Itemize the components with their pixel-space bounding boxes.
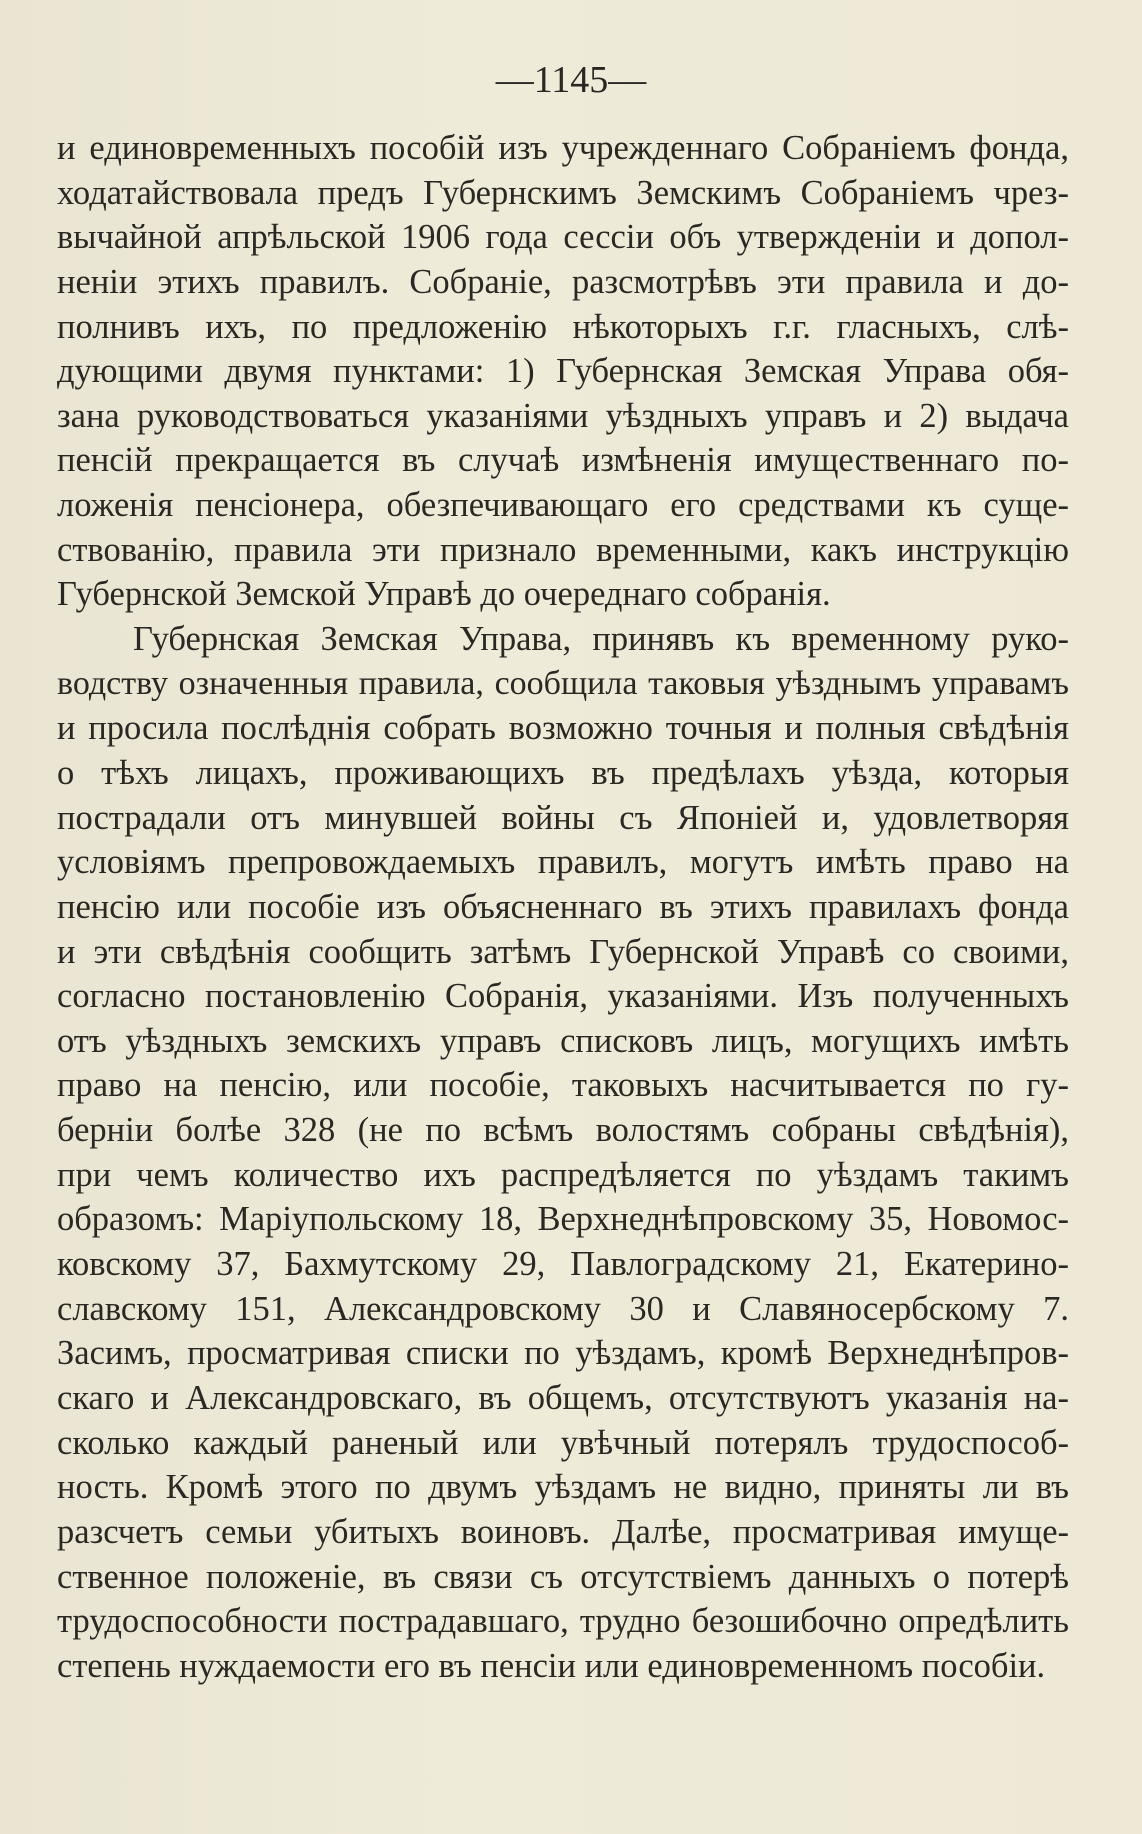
text-line: Засимъ, просматривая списки по уѣздамъ, кромѣ Верхнеднѣпров- [57,1334,1069,1373]
text-line: право на пенсію, или пособіе, таковыхъ насчитывается по гу- [57,1066,1069,1105]
paragraph [57,126,1069,617]
text-line: и эти свѣдѣнія сообщить затѣмъ Губернской Управѣ со своими, [57,932,1069,971]
paragraph [57,617,1069,1688]
text-line: пострадали отъ минувшей войны съ Японіей и, удовлетворяя [57,798,1069,837]
text-line: зана руководствоваться указаніями уѣздныхъ управъ и 2) выдача [57,396,1069,435]
text-line: полнивъ ихъ, по предложенію нѣкоторыхъ г.г. гласныхъ, слѣ- [57,307,1069,346]
text-line: ственное положеніе, въ связи съ отсутствіемъ данныхъ о потерѣ [57,1557,1069,1596]
text-line: отъ уѣздныхъ земскихъ управъ списковъ лицъ, могущихъ имѣть [57,1021,1069,1060]
text-line: ствованію, правила эти признало временными, какъ инструкцію [57,530,1069,569]
text-line: сколько каждый раненый или увѣчный потерялъ трудоспособ- [57,1423,1069,1462]
text-line: о тѣхъ лицахъ, проживающихъ въ предѣлахъ уѣзда, которыя [57,753,1069,792]
text-line: неніи этихъ правилъ. Собраніе, разсмотрѣвъ эти правила и до- [57,262,1069,301]
text-line: берніи болѣе 328 (не по всѣмъ волостямъ собраны свѣдѣнія), [57,1111,1069,1150]
text-line: скаго и Александровскаго, въ общемъ, отсутствуютъ указанія на- [57,1378,1069,1417]
text-line: ность. Кромѣ этого по двумъ уѣздамъ не видно, приняты ли въ [57,1468,1069,1507]
text-line: Губернской Земской Управѣ до очереднаго собранія. [57,575,831,614]
text-line: водству означенныя правила, сообщила таковыя уѣзднымъ управамъ [57,664,1069,702]
text-line: вычайной апрѣльской 1906 года сессіи объ утвержденіи и допол- [57,218,1069,257]
text-line: ходатайствовала предъ Губернскимъ Земскимъ Собраніемъ чрез- [57,173,1069,212]
page-number: —1145— [495,59,647,101]
text-line: дующими двумя пунктами: 1) Губернская Земская Управа обя- [57,352,1069,391]
text-line: и единовременныхъ пособій изъ учрежденнаго Собраніемъ фонда, [57,129,1069,167]
text-line: степень нуждаемости его въ пенсіи или единовременномъ пособіи. [57,1646,1046,1685]
text-line: трудоспособности пострадавшаго, трудно безошибочно опредѣлить [57,1602,1069,1641]
text-line: славскому 151, Александровскому 30 и Славяносербскому 7. [57,1289,1069,1328]
text-line: пенсію или пособіе изъ объясненнаго въ этихъ правилахъ фонда [57,887,1069,926]
body-text [57,126,1069,1688]
text-line: пенсій прекращается въ случаѣ измѣненія имущественнаго по- [57,441,1069,480]
text-line: ложенія пенсіонера, обезпечивающаго его средствами къ суще- [57,486,1069,525]
text-line: разсчетъ семьи убитыхъ воиновъ. Далѣе, просматривая имуще- [57,1512,1069,1551]
text-line: ковскому 37, Бахмутскому 29, Павлоградскому 21, Екатерино- [57,1245,1069,1284]
text-line: согласно постановленію Собранія, указаніями. Изъ полученныхъ [57,977,1069,1016]
text-line: условіямъ препровождаемыхъ правилъ, могутъ имѣть право на [57,843,1069,882]
text-line: при чемъ количество ихъ распредѣляется по уѣздамъ такимъ [57,1155,1069,1194]
text-line: образомъ: Маріупольскому 18, Верхнеднѣпровскому 35, Новомос- [57,1200,1069,1239]
text-line: Губернская Земская Управа, принявъ къ временному руко- [133,620,1069,659]
text-line: и просила послѣднія собрать возможно точныя и полныя свѣдѣнія [57,709,1069,748]
